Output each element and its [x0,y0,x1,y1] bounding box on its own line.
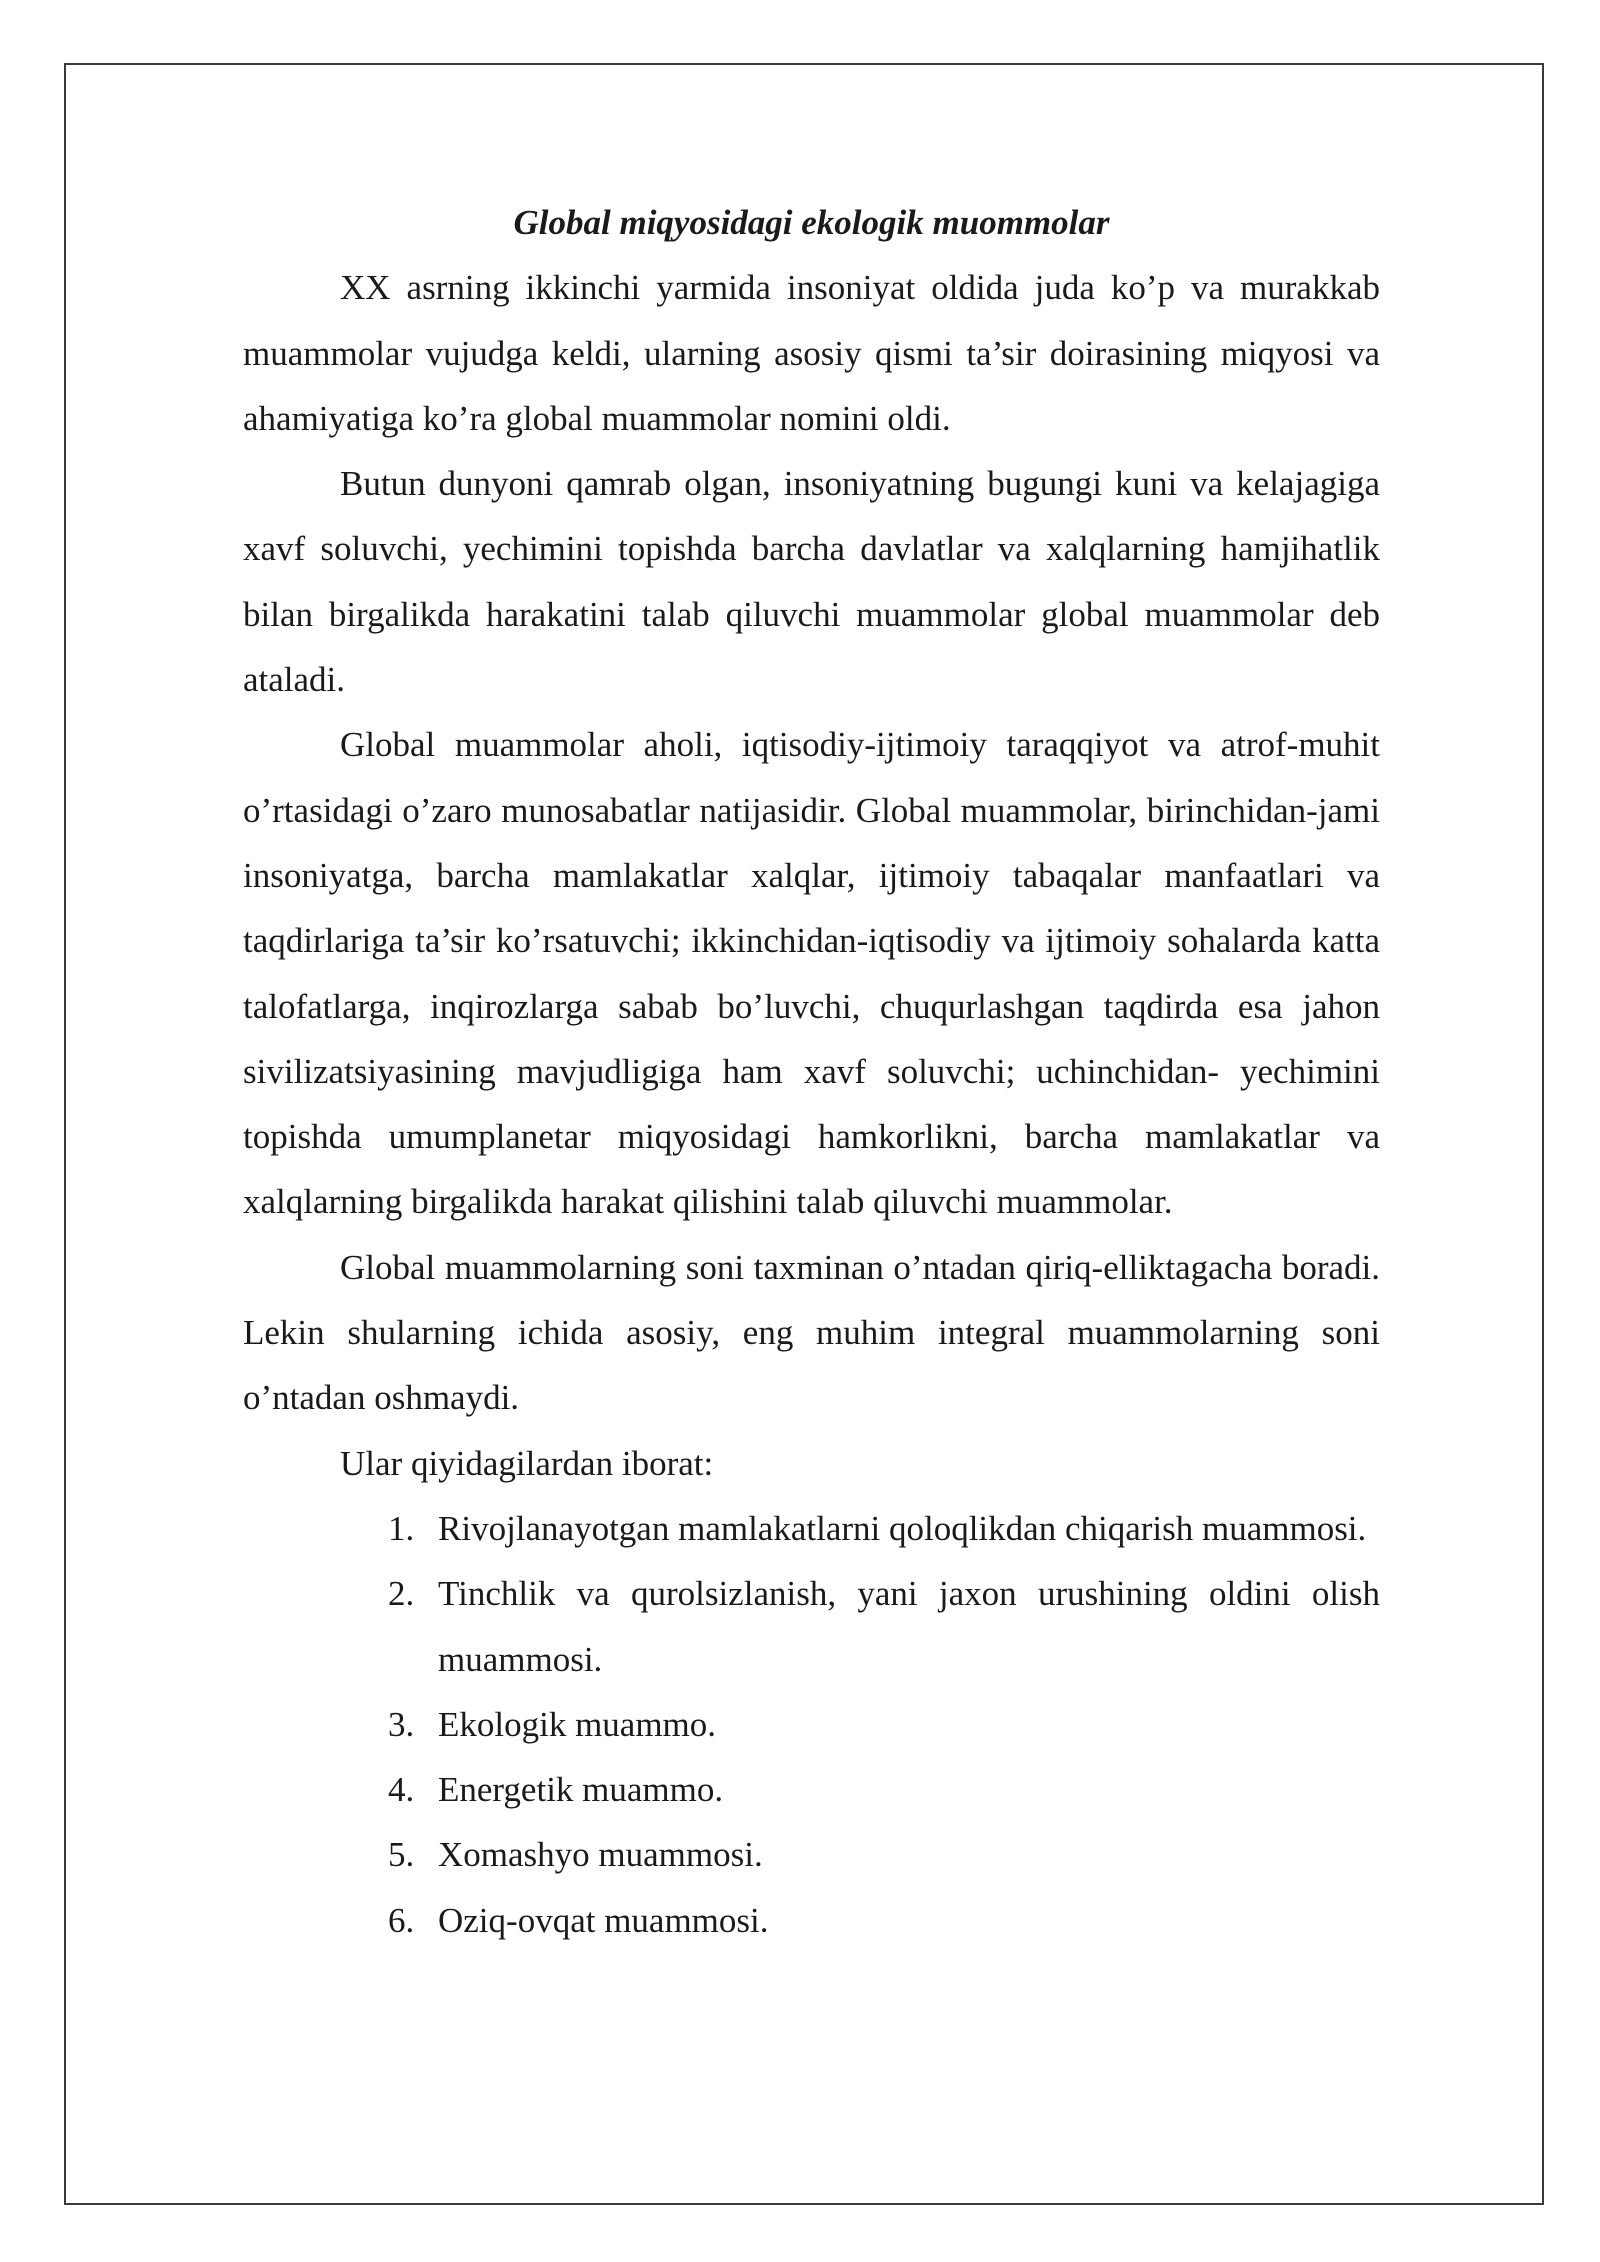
list-item-text: Tinchlik va qurolsizlanish, yani jaxon urushining oldini olish muammosi. [438,1574,1380,1679]
paragraph-definition: Butun dunyoni qamrab olgan, insoniyatning bugungi kuni va kelajagiga xavf soluvchi, yechimini topishda barcha davlatlar va xalqlarning hamjihatlik bilan birgalikda harakatini talab qiluvchi muammolar global muammolar deb ataladi. [243,464,1380,700]
problems-list [243,1496,1380,1953]
list-item-text: Energetik muammo. [438,1770,724,1810]
list-number: 3. [388,1704,415,1744]
paragraph-intro: XX asrning ikkinchi yarmida insoniyat oldida juda ko’p va murakkab muammolar vujudga keldi, ularning asosiy qismi ta’sir doirasining miqyosi va ahamiyatiga ko’ra global muammolar nomini oldi. [243,268,1380,438]
list-number: 6. [388,1900,415,1940]
list-item [388,1757,1380,1822]
list-number: 2. [388,1574,415,1614]
list-item-text: Xomashyo muammosi. [438,1835,763,1875]
list-item-text: Rivojlanayotgan mamlakatlarni qoloqlikdan chiqarish muammosi. [438,1508,1367,1548]
list-item [388,1888,1380,1953]
list-item [388,1496,1380,1561]
list-item [388,1822,1380,1887]
list-number: 1. [388,1508,415,1548]
paragraph-count: Global muammolarning soni taxminan o’ntadan qiriq-elliktagacha boradi. Lekin shularning ichida asosiy, eng muhim integral muammolarning soni o’ntadan oshmaydi. [243,1247,1380,1418]
list-number: 4. [388,1770,415,1810]
document-body [243,190,1380,1953]
list-item-text: Oziq-ovqat muammosi. [438,1900,769,1940]
list-item [388,1561,1380,1692]
paragraph-characteristics: Global muammolar aholi, iqtisodiy-ijtimoiy taraqqiyot va atrof-muhit o’rtasidagi o’zaro munosabatlar natijasidir. Global muammolar, birinchidan-jami insoniyatga, barcha mamlakatlar xalqlar, ijtimoiy tabaqalar manfaatlari va taqdirlariga ta’sir ko’rsatuvchi; ikkinchidan-iqtisodiy va ijtimoiy sohalarda katta talofatlarga, inqirozlarga sabab bo’luvchi, chuqurlashgan taqdirda esa jahon sivilizatsiyasining mavjudligiga ham xavf soluvchi; uchinchidan- yechimini topishda umumplanetar miqyosidagi hamkorlikni, barcha mamlakatlar va xalqlarning birgalikda harakat qilishini talab qiluvchi muammolar. [243,725,1380,1222]
list-number: 5. [388,1835,415,1875]
list-item [388,1692,1380,1757]
document-title: Global miqyosidagi ekologik muommolar [513,203,1110,242]
paragraph-list-intro: Ular qiyidagilardan iborat: [340,1443,714,1483]
list-item-text: Ekologik muammo. [438,1704,717,1744]
